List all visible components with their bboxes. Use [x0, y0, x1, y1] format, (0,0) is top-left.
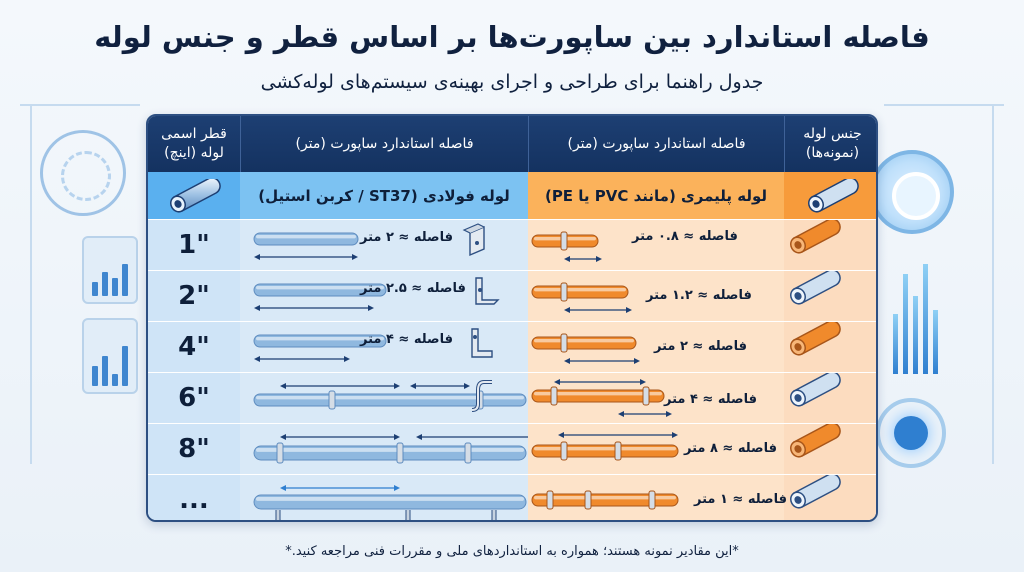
- row-diameter: ...: [179, 484, 209, 515]
- table-row: [148, 321, 876, 371]
- table-row: [148, 372, 876, 422]
- category-material-pipe-icon: [784, 172, 878, 219]
- row-pvc-spacing: فاصله ≈ ۸ متر: [684, 441, 777, 456]
- row-steel-spacing: فاصله ≈ ۴ متر: [360, 332, 453, 347]
- row-steel-spacing: فاصله ≈ ۲ متر: [360, 230, 453, 245]
- decorative-line: [30, 104, 32, 464]
- category-pvc: لوله پلیمری (مانند PVC یا PE): [528, 172, 784, 219]
- row-pvc-cell: [528, 322, 784, 371]
- footnote: *این مقادیر نمونه هستند؛ همواره به استانداردهای ملی و مقررات فنی مراجعه کنید.*: [285, 544, 739, 559]
- row-pvc-cell: [528, 373, 784, 422]
- table-row: [148, 423, 876, 473]
- row-material-pipe-icon: [784, 322, 878, 371]
- header-material: جنس لوله (نمونه‌ها): [784, 116, 878, 172]
- category-row: [148, 172, 876, 219]
- row-diameter: 1": [178, 229, 210, 260]
- header-pvc-spacing: فاصله استاندارد ساپورت (متر): [528, 116, 784, 172]
- decorative-line: [992, 104, 994, 464]
- row-diameter: 2": [178, 280, 210, 311]
- row-steel-cell: [240, 322, 528, 371]
- row-steel-cell: [240, 271, 528, 320]
- steel-pipe-icon: [240, 475, 528, 522]
- steel-pipe-icon: [240, 424, 528, 474]
- steel-pipe-icon: [240, 373, 528, 423]
- row-pvc-cell: [528, 220, 784, 269]
- row-pvc-spacing: فاصله ≈ ۴ متر: [664, 392, 757, 407]
- row-material-pipe-icon: [784, 475, 878, 522]
- category-steel-pipe-icon: [148, 172, 240, 219]
- category-steel: لوله فولادی (ST37 / کربن استیل): [240, 172, 528, 219]
- row-steel-cell: [240, 475, 528, 522]
- header-diameter: قطر اسمی لوله (اینچ): [148, 116, 240, 172]
- row-diameter: 6": [178, 382, 210, 413]
- decorative-chart-panel-icon: [82, 318, 138, 394]
- table-row: [148, 474, 876, 522]
- row-pvc-spacing: فاصله ≈ ۰.۸ متر: [632, 229, 738, 244]
- steel-pipe-icon: [240, 271, 528, 321]
- row-material-pipe-icon: [784, 373, 878, 422]
- row-pvc-cell: [528, 271, 784, 320]
- row-pvc-cell: [528, 475, 787, 522]
- header-steel-spacing: فاصله استاندارد ساپورت (متر): [240, 116, 528, 172]
- row-pvc-spacing: فاصله ≈ ۲ متر: [654, 339, 747, 354]
- decorative-bars-icon: [893, 254, 938, 374]
- row-pvc-spacing: فاصله ≈ ۱ متر: [694, 492, 787, 507]
- decorative-line: [884, 104, 1004, 106]
- page-title: فاصله استاندارد بین ساپورت‌ها بر اساس قطر و جنس لوله: [94, 20, 930, 54]
- page-subtitle: جدول راهنما برای طراحی و اجرای بهینه‌ی سیستم‌های لوله‌کشی: [260, 71, 764, 93]
- row-material-pipe-icon: [784, 424, 878, 473]
- decorative-pipe-end-icon: [870, 150, 954, 234]
- row-pvc-cell: [528, 424, 784, 473]
- row-pvc-spacing: فاصله ≈ ۱.۲ متر: [646, 288, 752, 303]
- table-row: [148, 219, 876, 269]
- table-row: [148, 270, 876, 320]
- row-steel-spacing: فاصله ≈ ۲.۵ متر: [360, 281, 466, 296]
- support-spacing-table: [146, 114, 878, 522]
- decorative-glow-circle-icon: [876, 398, 946, 468]
- row-steel-cell: [240, 220, 528, 269]
- steel-pipe-icon: [240, 322, 528, 372]
- steel-pipe-icon: [240, 220, 528, 270]
- row-steel-cell: [240, 424, 528, 473]
- row-diameter: 4": [178, 331, 210, 362]
- row-material-pipe-icon: [784, 271, 878, 320]
- row-diameter: 8": [178, 433, 210, 464]
- row-steel-cell: [240, 373, 528, 422]
- row-material-pipe-icon: [784, 220, 878, 269]
- orange-pipe-icon: [528, 220, 784, 270]
- decorative-circle-left: [40, 130, 126, 216]
- decorative-line: [20, 104, 140, 106]
- decorative-chart-panel-icon: [82, 236, 138, 304]
